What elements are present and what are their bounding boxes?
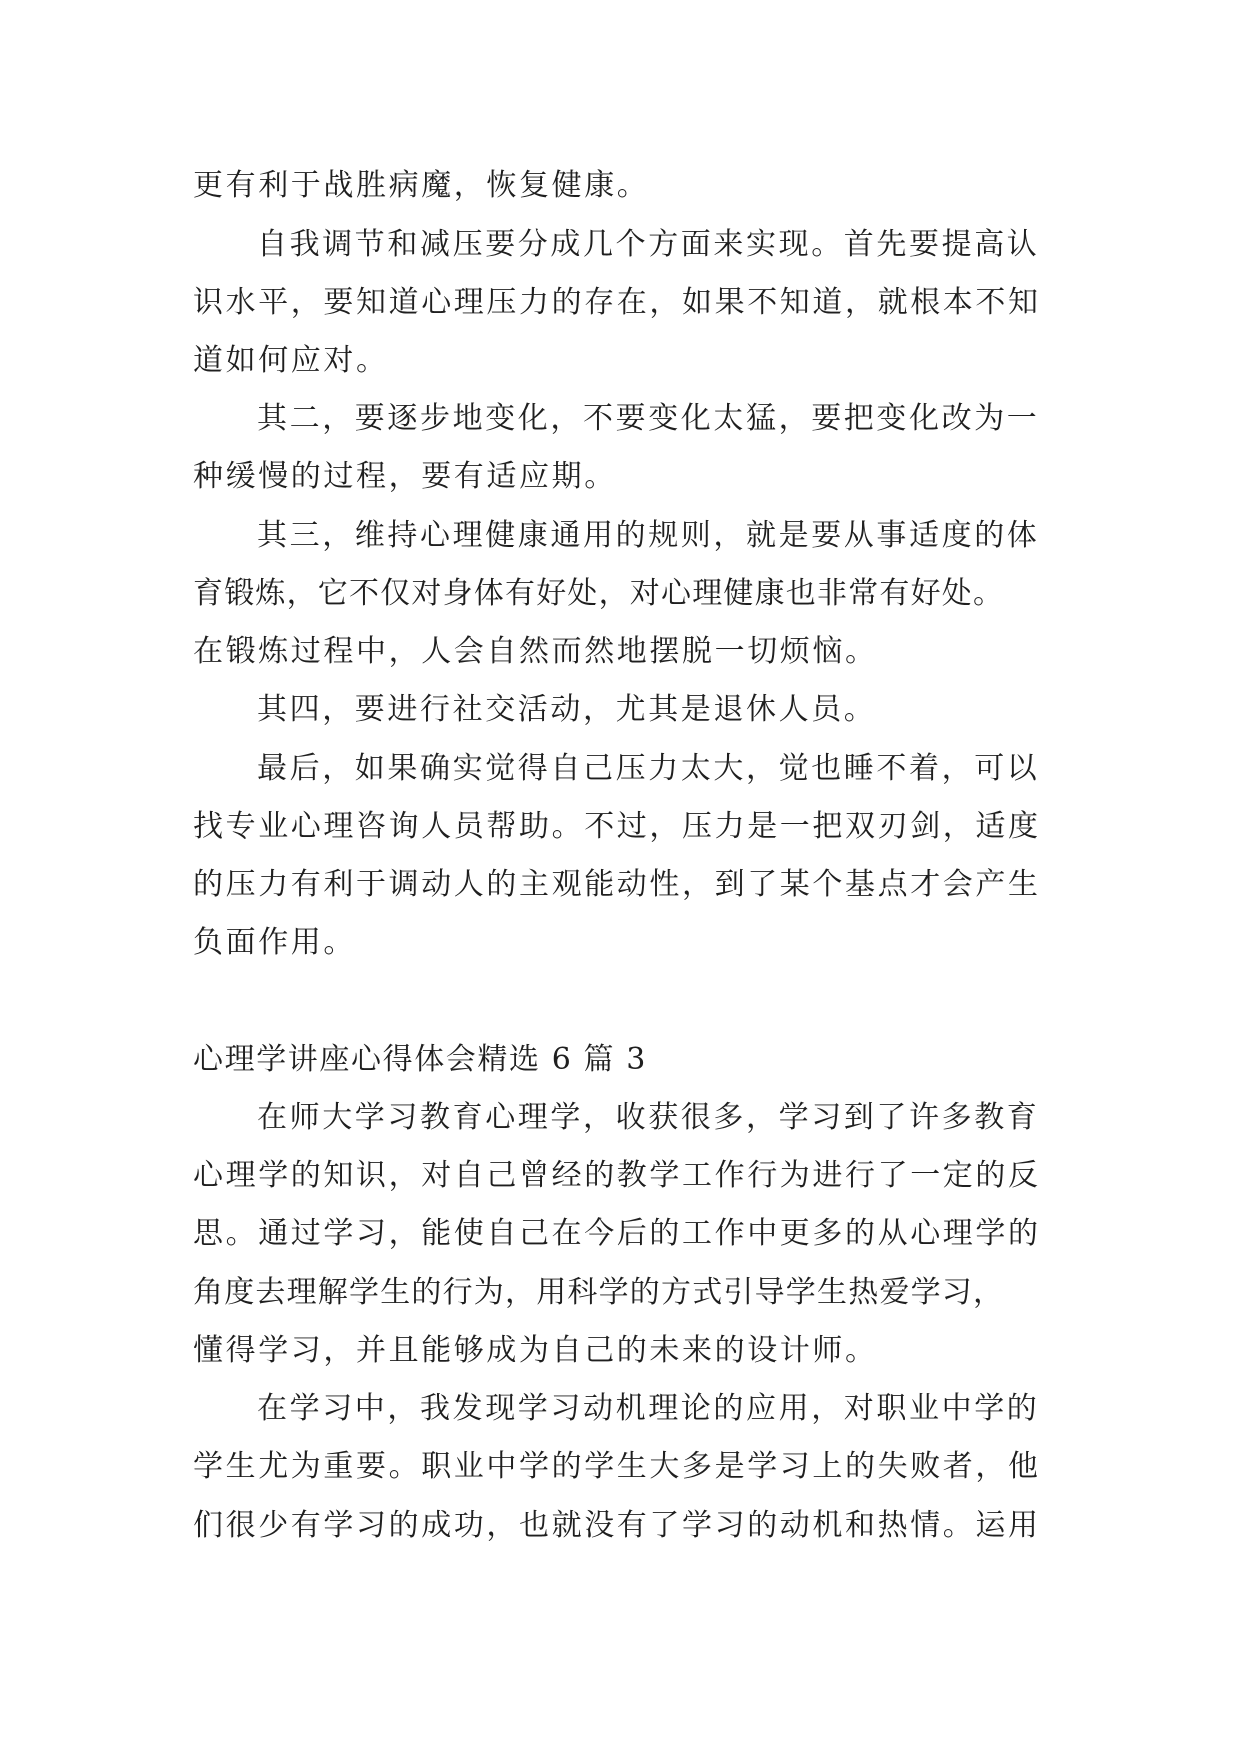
section-heading: 心理学讲座心得体会精选 6 篇 3 xyxy=(193,1042,647,1077)
paragraph-first-line: 最后，如果确实觉得自己压力太大，觉也睡不着，可以 xyxy=(257,751,1040,786)
text-line: 育锻炼，它不仅对身体有好处，对心理健康也非常有好处。 xyxy=(193,576,1005,611)
text-line: 在锻炼过程中，人会自然而然地摆脱一切烦恼。 xyxy=(193,634,878,669)
text-line: 找专业心理咨询人员帮助。不过，压力是一把双刃剑，适度 xyxy=(193,809,1041,844)
paragraph-first-line: 其二，要逐步地变化，不要变化太猛，要把变化改为一 xyxy=(257,401,1040,436)
paragraph-first-line: 其四，要进行社交活动，尤其是退休人员。 xyxy=(257,692,877,727)
text-line: 的压力有利于调动人的主观能动性，到了某个基点才会产生 xyxy=(193,867,1041,902)
paragraph-first-line: 在师大学习教育心理学，收获很多，学习到了许多教育 xyxy=(257,1100,1040,1135)
text-line: 学生尤为重要。职业中学的学生大多是学习上的失败者，他 xyxy=(193,1449,1041,1484)
text-line: 懂得学习，并且能够成为自己的未来的设计师。 xyxy=(193,1333,878,1368)
text-line: 种缓慢的过程，要有适应期。 xyxy=(193,459,617,494)
paragraph-first-line: 在学习中，我发现学习动机理论的应用，对职业中学的 xyxy=(257,1391,1040,1426)
text-line: 负面作用。 xyxy=(193,925,356,960)
text-line: 们很少有学习的成功，也就没有了学习的动机和热情。运用 xyxy=(193,1508,1041,1543)
text-line: 识水平，要知道心理压力的存在，如果不知道，就根本不知 xyxy=(193,285,1041,320)
text-line: 道如何应对。 xyxy=(193,343,389,378)
paragraph-first-line: 其三，维持心理健康通用的规则，就是要从事适度的体 xyxy=(257,518,1040,553)
text-line: 角度去理解学生的行为，用科学的方式引导学生热爱学习， xyxy=(193,1275,1005,1310)
text-line: 思。通过学习，能使自己在今后的工作中更多的从心理学的 xyxy=(193,1216,1041,1251)
paragraph-first-line: 自我调节和减压要分成几个方面来实现。首先要提高认 xyxy=(257,227,1040,262)
text-line: 更有利于战胜病魔，恢复健康。 xyxy=(193,168,650,203)
text-line: 心理学的知识，对自己曾经的教学工作行为进行了一定的反 xyxy=(193,1158,1041,1193)
